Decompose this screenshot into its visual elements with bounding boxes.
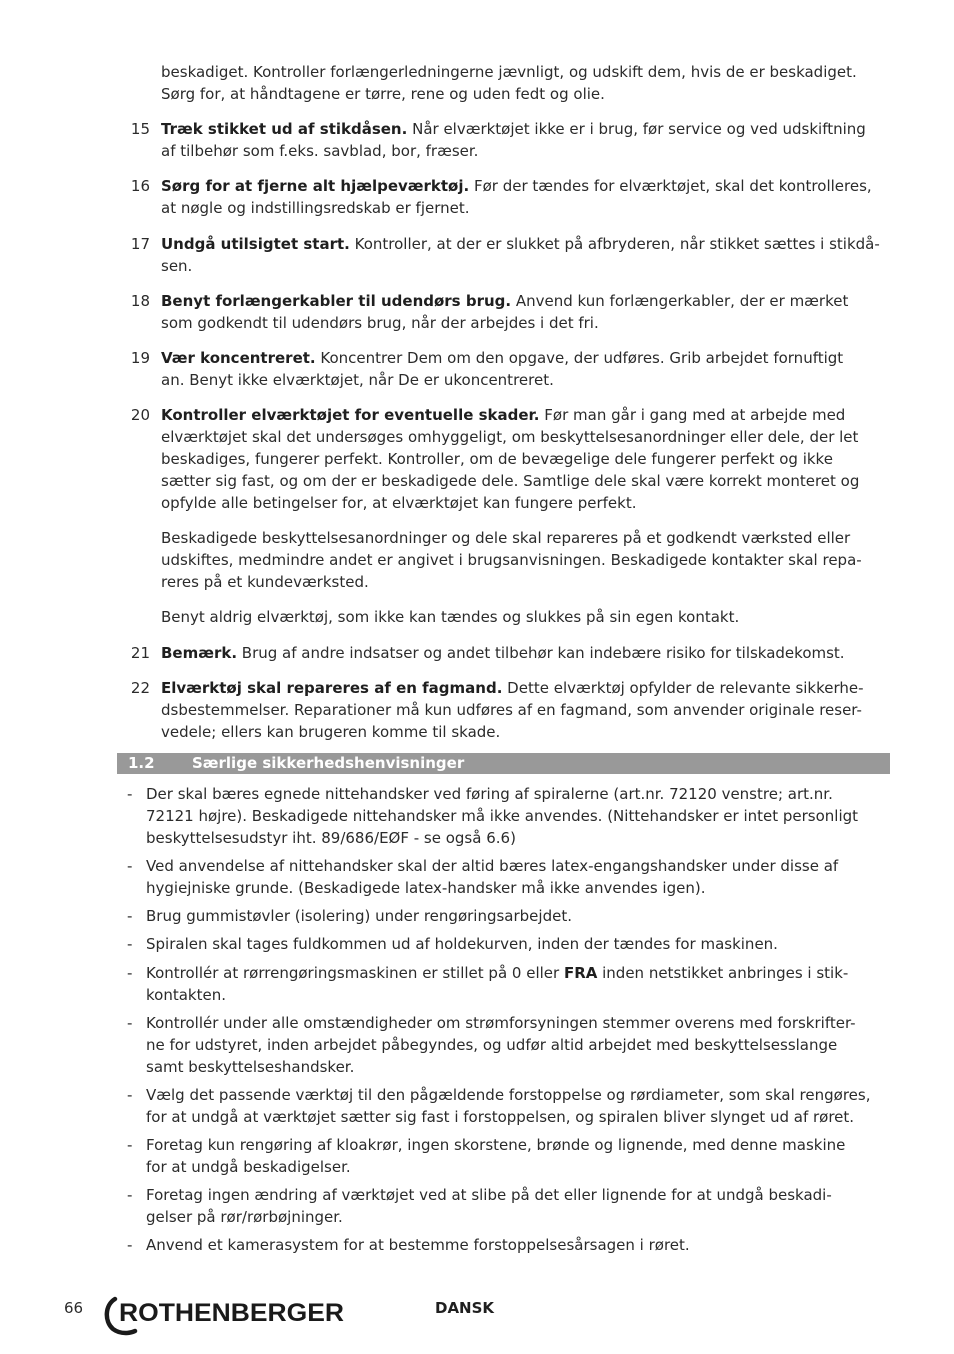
bullet-line: beskyttelsesudstyr iht. 89/686/EØF - se også 6.6) [146, 829, 516, 847]
bullet-text: Kontrollér at rørrengøringsmaskinen er stillet på 0 eller [146, 964, 564, 982]
item-heading: Benyt forlængerkabler til udendørs brug. [161, 292, 512, 310]
item-text: Kontroller, at der er slukket på afbryderen, når stikket sættes i stikdå- [349, 235, 880, 253]
bullet-line: Anvend et kamerasystem for at bestemme forstoppelsesårsagen i røret. [146, 1236, 690, 1254]
item-text: Koncentrer Dem om den opgave, der udføres. Grib arbejdet fornuftigt [315, 349, 844, 367]
bullet-item [146, 1234, 890, 1256]
item-text: Brug af andre indsatser og andet tilbehør kan indebære risiko for tilskadekomst. [237, 644, 845, 662]
item-number: 20 [130, 406, 150, 424]
intro-paragraph [161, 61, 891, 105]
item-text: Anvend kun forlængerkabler, der er mærket [511, 292, 849, 310]
bullet-item [146, 1084, 890, 1128]
paragraph-line: Beskadigede beskyttelsesanordninger og dele skal repareres på et godkendt værksted eller [161, 529, 851, 547]
bullet-line: samt beskyttelseshandsker. [146, 1058, 355, 1076]
item-number: 15 [130, 120, 150, 138]
bullet-emphasis: FRA [563, 964, 598, 982]
item-number: 19 [130, 349, 150, 367]
list-item [161, 233, 891, 277]
item-heading: Kontroller elværktøjet for eventuelle skader. [161, 406, 540, 424]
bullet-dash: - [127, 907, 133, 925]
bullet-line: for at undgå at værktøjet sætter sig fast i forstoppelsen, og spiralen bliver slynget ud af røret. [146, 1108, 855, 1126]
language-label: DANSK [435, 1299, 495, 1317]
item-text: Når elværktøjet ikke er i brug, før service og ved udskiftning [407, 120, 866, 138]
item-text-line: sætter sig fast, og om der er beskadigede dele. Samtlige dele skal være korrekt monteret og [161, 472, 860, 490]
bullet-line: hygiejniske grunde. (Beskadigede latex-handsker må ikke anvendes igen). [146, 879, 706, 897]
list-item [161, 347, 891, 391]
bullet-item [146, 855, 890, 899]
item-number: 16 [130, 177, 150, 195]
bullet-line: kontakten. [146, 986, 226, 1004]
paragraph-line: Benyt aldrig elværktøj, som ikke kan tændes og slukkes på sin egen kontakt. [161, 608, 740, 626]
item-number: 18 [130, 292, 150, 310]
item-text-line: dsbestemmelser. Reparationer må kun udføres af en fagmand, som anvender originale reser- [161, 701, 862, 719]
item-text-line: opfylde alle betingelser for, at elværktøjet kan fungere perfekt. [161, 494, 637, 512]
bullet-item [146, 1184, 890, 1228]
paragraph-line: udskiftes, medmindre andet er angivet i brugsanvisningen. Beskadigede kontakter skal repa- [161, 551, 862, 569]
item-number: 21 [130, 644, 150, 662]
section-number: 1.2 [128, 754, 155, 772]
bullet-line: Kontrollér under alle omstændigheder om strømforsyningen stemmer overens med forskrifter- [146, 1014, 856, 1032]
bullet-line: Der skal bæres egnede nittehandsker ved føring af spiralerne (art.nr. 72120 venstre; art.nr. [146, 785, 833, 803]
list-item [161, 290, 891, 334]
section-heading-bar [117, 753, 890, 774]
bullet-line: for at undgå beskadigelser. [146, 1158, 351, 1176]
bullet-dash: - [127, 964, 133, 982]
bullet-line: Foretag ingen ændring af værktøjet ved at slibe på det eller lignende for at undgå beskadi- [146, 1186, 832, 1204]
bullet-line: gelser på rør/rørbøjninger. [146, 1208, 343, 1226]
item-text-line: af tilbehør som f.eks. savblad, bor, fræser. [161, 142, 479, 160]
item-heading: Bemærk. [161, 644, 238, 662]
item-20-note [161, 606, 891, 628]
item-heading: Undgå utilsigtet start. [161, 235, 350, 253]
list-item [161, 175, 891, 219]
bullet-dash: - [127, 1236, 133, 1254]
item-number: 22 [130, 679, 150, 697]
bullet-line: Brug gummistøvler (isolering) under rengøringsarbejdet. [146, 907, 572, 925]
bullet-line: Foretag kun rengøring af kloakrør, ingen skorstene, brønde og lignende, med denne maskine [146, 1136, 846, 1154]
item-heading: Træk stikket ud af stikdåsen. [161, 120, 408, 138]
bullet-item [146, 962, 890, 1006]
item-text-line: at nøgle og indstillingsredskab er fjernet. [161, 199, 470, 217]
list-item [161, 404, 891, 514]
list-item [161, 118, 891, 162]
rothenberger-logo [101, 1293, 351, 1337]
bullet-item [146, 1012, 890, 1078]
bullet-item [146, 905, 890, 927]
list-item [161, 677, 891, 743]
item-heading: Vær koncentreret. [161, 349, 316, 367]
item-text: Dette elværktøj opfylder de relevante sikkerhe- [502, 679, 864, 697]
bullet-text: inden netstikket anbringes i stik- [597, 964, 849, 982]
list-item [161, 642, 891, 664]
item-heading: Elværktøj skal repareres af en fagmand. [161, 679, 503, 697]
logo-text: ROTHENBERGER [119, 1299, 344, 1327]
item-text: Før man går i gang med at arbejde med [539, 406, 846, 424]
intro-line: beskadiget. Kontroller forlængerledningerne jævnligt, og udskift dem, hvis de er beskadiget. [161, 63, 857, 81]
item-text-line: an. Benyt ikke elværktøjet, når De er ukoncentreret. [161, 371, 554, 389]
bullet-item [146, 1134, 890, 1178]
bullet-dash: - [127, 1186, 133, 1204]
bullet-dash: - [127, 1086, 133, 1104]
bullet-line: Ved anvendelse af nittehandsker skal der altid bæres latex-engangshandsker under disse af [146, 857, 839, 875]
item-text-line: sen. [161, 257, 193, 275]
bullet-item [146, 783, 890, 849]
bullet-dash: - [127, 785, 133, 803]
item-20-paragraph [161, 527, 891, 593]
item-text: Før der tændes for elværktøjet, skal det kontrolleres, [469, 177, 872, 195]
item-number: 17 [130, 235, 150, 253]
item-text-line: vedele; ellers kan brugeren komme til skade. [161, 723, 501, 741]
bullet-line: Spiralen skal tages fuldkommen ud af holdekurven, inden der tændes for maskinen. [146, 935, 778, 953]
bullet-line: 72121 højre). Beskadigede nittehandsker må ikke anvendes. (Nittehandsker er intet personligt [146, 807, 859, 825]
item-text-line: som godkendt til udendørs brug, når der arbejdes i det fri. [161, 314, 599, 332]
paragraph-line: reres på et kundeværksted. [161, 573, 369, 591]
item-text-line: elværktøjet skal det undersøges omhyggeligt, om beskyttelsesanordninger eller dele, der let [161, 428, 859, 446]
page-number: 66 [64, 1299, 84, 1317]
bullet-dash: - [127, 857, 133, 875]
section-title: Særlige sikkerhedshenvisninger [192, 754, 465, 772]
bullet-dash: - [127, 935, 133, 953]
bullet-line: ne for udstyret, inden arbejdet påbegyndes, og udfør altid arbejdet med beskyttelsesslange [146, 1036, 838, 1054]
bullet-line: Vælg det passende værktøj til den pågældende forstoppelse og rørdiameter, som skal rengøres, [146, 1086, 871, 1104]
bullet-dash: - [127, 1136, 133, 1154]
item-heading: Sørg for at fjerne alt hjælpeværktøj. [161, 177, 470, 195]
item-text-line: beskadiges, fungerer perfekt. Kontroller, om de bevægelige dele fungerer perfekt og ikke [161, 450, 833, 468]
bullet-item [146, 933, 890, 955]
bullet-dash: - [127, 1014, 133, 1032]
intro-line: Sørg for, at håndtagene er tørre, rene og uden fedt og olie. [161, 85, 605, 103]
